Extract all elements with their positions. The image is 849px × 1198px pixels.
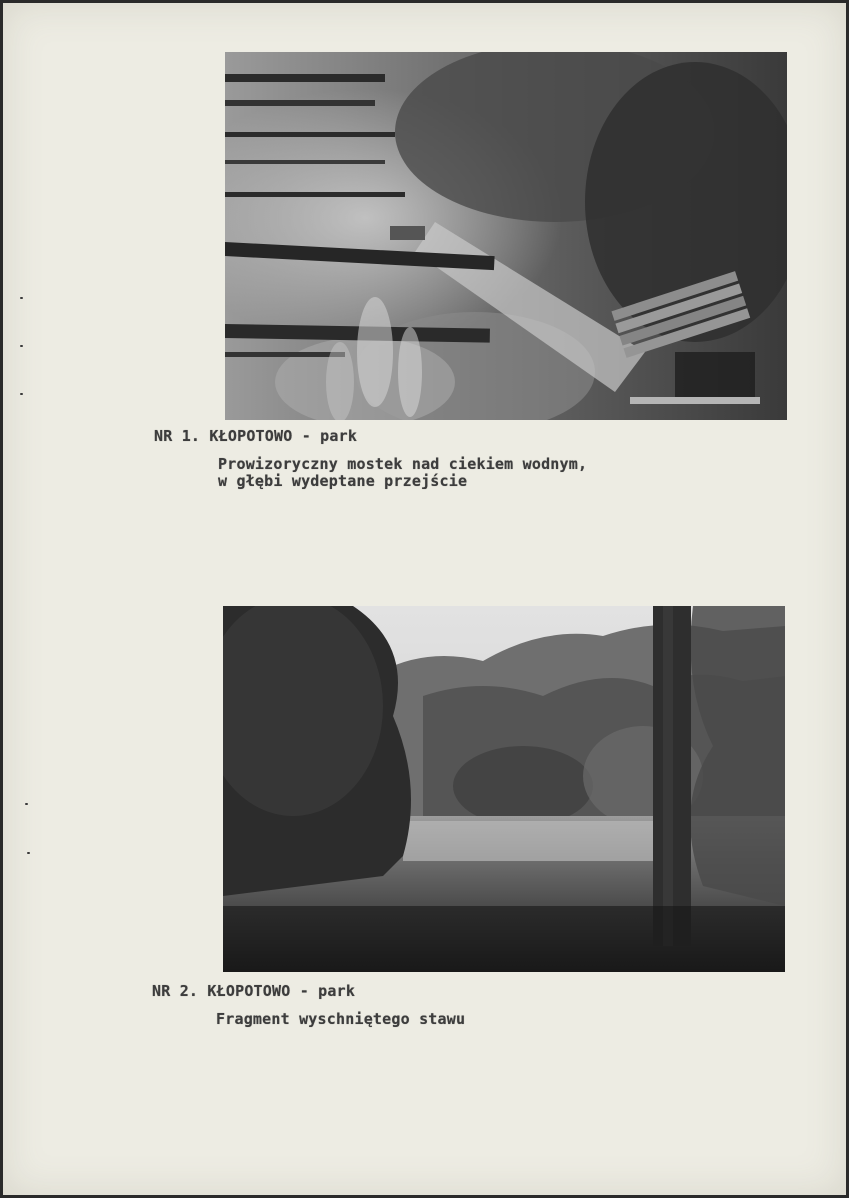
punch-mark — [20, 297, 23, 299]
photo-description-1 — [218, 456, 587, 490]
photo-title: KŁOPOTOWO - park — [207, 982, 356, 1000]
photo-description-2 — [216, 1011, 465, 1028]
photo-footbridge — [225, 52, 787, 420]
description-line: Fragment wyschniętego stawu — [216, 1010, 466, 1028]
photo-caption-2 — [152, 983, 355, 1000]
punch-mark — [27, 852, 30, 854]
document-page — [3, 3, 846, 1195]
photo-number: NR 1. — [154, 427, 201, 445]
description-line: w głębi wydeptane przejście — [218, 472, 468, 490]
punch-mark — [20, 345, 23, 347]
photo-caption-1 — [154, 428, 357, 445]
photo-title: KŁOPOTOWO - park — [209, 427, 358, 445]
punch-mark — [20, 393, 23, 395]
photo-number: NR 2. — [152, 982, 199, 1000]
description-line: Prowizoryczny mostek nad ciekiem wodnym, — [218, 455, 588, 473]
punch-mark — [25, 803, 28, 805]
photo-dried-pond — [223, 606, 785, 972]
